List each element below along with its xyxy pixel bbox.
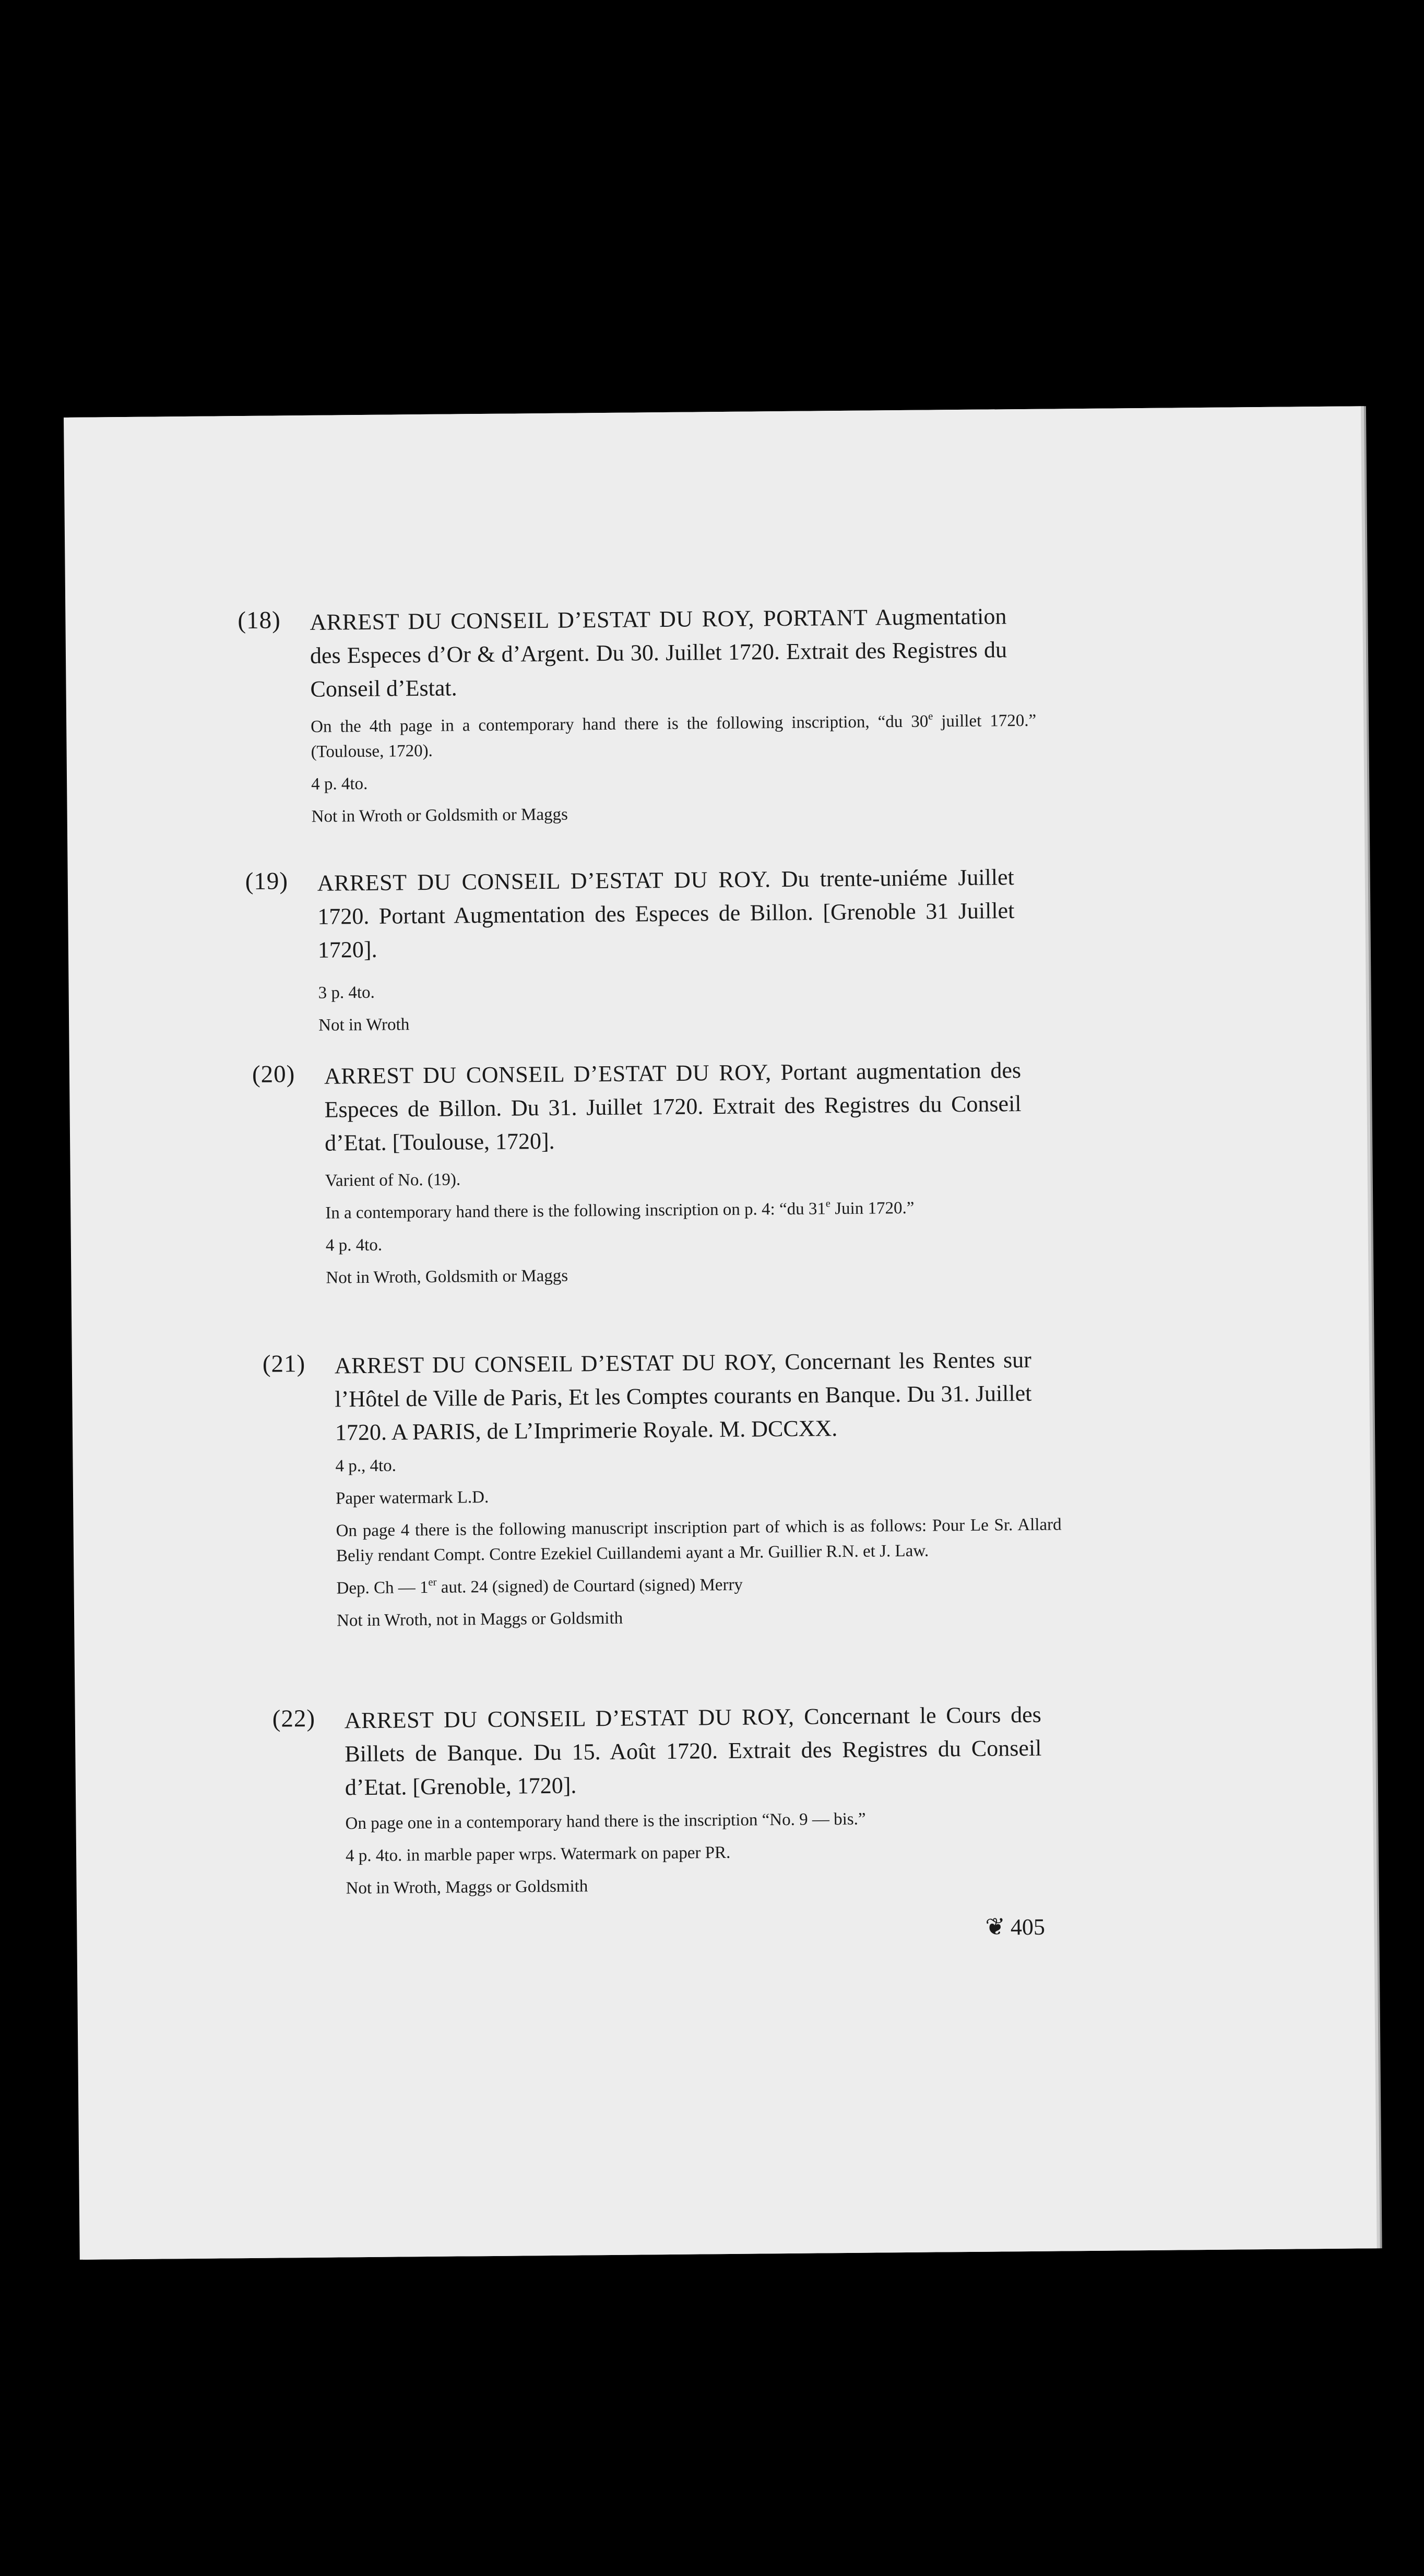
- entry-title: [345, 1698, 1042, 1805]
- entry-note: On the 4th page in a contemporary hand there is the following inscription, “du 30e juillet 1720.” (Toulouse, 1720).: [311, 710, 1037, 761]
- entry-note: 4 p. 4to.: [325, 1235, 383, 1255]
- entry-notes: [318, 974, 1044, 1045]
- entry-note: On page 4 there is the following manuscript inscription part of which is as follows: Pour Le Sr. Allard Beliy rendant Compt. Contre Ezekiel Cuillandemi ayant a Mr. Guillier R.N. et J. Law.: [336, 1515, 1062, 1566]
- entry-title: [324, 1054, 1022, 1160]
- entry-number: (21): [262, 1350, 306, 1378]
- entry-title-caps: ARREST DU CONSEIL D’ESTAT DU ROY,: [344, 1703, 794, 1734]
- entry-note: On page one in a contemporary hand there is the inscription “No. 9 — bis.”: [345, 1809, 866, 1833]
- entry-note: Not in Wroth: [318, 1015, 410, 1035]
- entry-title-rest: Du trente-uniéme Juillet 1720. Portant Augmentation des Especes de Billon. [Grenoble 31 Juillet 1720].: [317, 864, 1015, 963]
- entry-note: Paper watermark L.D.: [335, 1487, 489, 1508]
- entry-number: (18): [238, 606, 281, 635]
- entry-note: Not in Wroth or Goldsmith or Maggs: [311, 805, 568, 826]
- entry-notes: [345, 1805, 1072, 1908]
- fleuron-icon: ❦: [985, 1913, 1006, 1940]
- entry-number: (22): [272, 1704, 316, 1733]
- entry-title-caps: ARREST DU CONSEIL D’ESTAT DU ROY,: [334, 1349, 777, 1379]
- entry-note: Not in Wroth, Goldsmith or Maggs: [326, 1266, 568, 1287]
- page-number-text: 405: [1010, 1914, 1046, 1940]
- entry-note: Dep. Ch — 1er aut. 24 (signed) de Courtard (signed) Merry: [336, 1575, 743, 1598]
- document-page: [64, 406, 1377, 2260]
- entry-note: In a contemporary hand there is the following inscription on p. 4: “du 31e Juin 1720.”: [325, 1198, 915, 1223]
- page-number: [985, 1912, 1045, 1941]
- entry-note: 4 p., 4to.: [335, 1456, 397, 1476]
- entry-notes: [335, 1447, 1062, 1640]
- entry-title-caps: ARREST DU CONSEIL D’ESTAT DU ROY,: [324, 1059, 772, 1089]
- entry-note: Varient of No. (19).: [325, 1170, 461, 1190]
- entry-notes: [311, 708, 1037, 837]
- entry-title: [335, 1343, 1033, 1450]
- entry-number: (20): [252, 1060, 295, 1088]
- entry-title-rest: Concernant les Rentes sur l’Hôtel de Ville de Paris, Et les Comptes courants en Banque. Du 31. Juillet 1720. A PARIS, de L’Imprimerie Royale. M. DCCXX.: [335, 1346, 1032, 1446]
- entry-note: 3 p. 4to.: [318, 983, 375, 1003]
- entry-title-caps: ARREST DU CONSEIL D’ESTAT DU ROY.: [317, 866, 771, 896]
- entry-title: [317, 861, 1015, 967]
- entry-title: [310, 600, 1007, 706]
- entry-note: Not in Wroth, Maggs or Goldsmith: [346, 1877, 588, 1898]
- entry-number: (19): [245, 867, 289, 895]
- entry-note: 4 p. 4to.: [311, 774, 368, 794]
- entry-title-rest: Portant augmentation des Especes de Billon. Du 31. Juillet 1720. Extrait des Registres du Conseil d’Etat. [Toulouse, 1720].: [324, 1057, 1022, 1156]
- entry-title-caps: ARREST DU CONSEIL D’ESTAT DU ROY, PORTANT: [310, 604, 868, 635]
- entry-notes: [325, 1162, 1052, 1298]
- entry-title-rest: Concernant le Cours des Billets de Banque. Du 15. Août 1720. Extrait des Registres du Conseil d’Etat. [Grenoble, 1720].: [345, 1701, 1042, 1800]
- entry-title-rest: Augmentation des Especes d’Or & d’Argent. Du 30. Juillet 1720. Extrait des Registres du Conseil d’Estat.: [310, 603, 1007, 702]
- entry-note: 4 p. 4to. in marble paper wrps. Watermark on paper PR.: [345, 1843, 731, 1866]
- entry-note: Not in Wroth, not in Maggs or Goldsmith: [336, 1608, 623, 1630]
